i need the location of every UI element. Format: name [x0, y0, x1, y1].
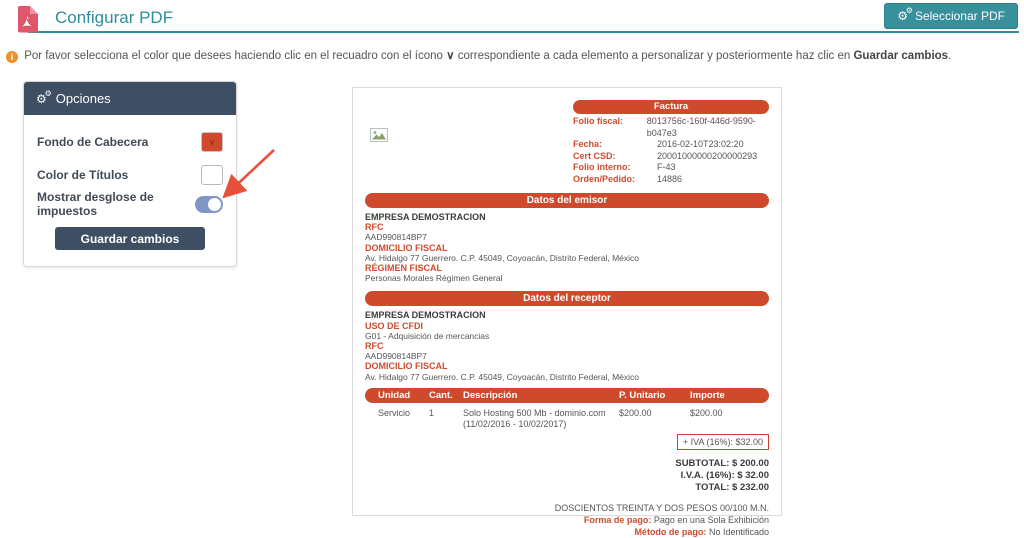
invoice-meta — [573, 116, 769, 185]
instructions-text: i Por favor selecciona el color que desees haciendo clic en el recuadro con el ícono ∨ correspondiente a cada elemento a personalizar y posteriormente haz clic en Guardar cambios. — [6, 48, 951, 63]
option-label: Mostrar desglose de impuestos — [37, 190, 154, 218]
items-table-row: Servicio 1 Solo Hosting 500 Mb - dominio.com (11/02/2016 - 10/02/2017) $200.00 $200.00 — [378, 407, 723, 429]
option-label: Color de Títulos — [37, 168, 129, 182]
amount-in-words: DOSCIENTOS TREINTA Y DOS PESOS 00/100 M.N. — [554, 502, 769, 513]
header-background-color-swatch[interactable] — [201, 132, 223, 152]
issuer-section-header: Datos del emisor — [365, 193, 769, 208]
meta-row: Fecha: 2016-02-10T23:02:20 — [573, 139, 744, 149]
receiver-company: EMPRESA DEMOSTRACION — [365, 310, 486, 321]
notice-after: correspondiente a cada elemento a personalizar y posteriormente haz clic en — [457, 50, 851, 62]
pdf-preview — [352, 87, 782, 537]
payment-form-line: Forma de pago: Pago en una Sola Exhibición — [583, 514, 769, 525]
issuer-section: EMPRESA DEMOSTRACION RFC AAD990814BP7 DOMICILIO FISCAL Av. Hidalgo 77 Guerrero. C.P. 45049, Coyoacán, Distrito Federal, México RÉGIMEN FISCAL Personas Morales Régimen General — [365, 212, 769, 283]
invoice-title-bar: Factura — [573, 100, 769, 114]
option-label: Fondo de Cabecera — [37, 135, 149, 149]
info-icon: i — [6, 51, 18, 63]
meta-row: Folio fiscal: 8013756c-160f-446d-9590-b047e3 — [573, 116, 756, 138]
cogs-icon: ⚙ ⚙ — [897, 6, 913, 23]
option-row-header-background — [37, 132, 223, 152]
payment-method-line: Método de pago: No Identificado — [634, 526, 769, 537]
select-pdf-button[interactable] — [884, 3, 1018, 29]
option-row-title-color — [37, 165, 223, 185]
notice-before: Por favor selecciona el color que desees haciendo clic en el recuadro con el ícono — [24, 50, 443, 62]
iva-line: I.V.A. (16%): $ 32.00 — [680, 469, 769, 481]
options-panel-header — [24, 82, 236, 115]
subtotal-line: SUBTOTAL: $ 200.00 — [675, 457, 769, 469]
totals-block — [365, 458, 769, 494]
save-changes-button[interactable]: Guardar cambios — [55, 227, 205, 250]
receiver-section-header: Datos del receptor — [365, 291, 769, 306]
tax-breakdown-highlight: + IVA (16%): $32.00 — [677, 434, 769, 450]
chevron-down-icon: ∨ — [446, 50, 455, 62]
header-divider — [28, 31, 1019, 33]
amount-in-words-block — [365, 502, 769, 538]
total-line: TOTAL: $ 232.00 — [695, 481, 769, 493]
broken-image-icon — [370, 128, 388, 147]
meta-row: Folio interno: F-43 — [573, 162, 676, 172]
option-row-tax-breakdown — [37, 190, 223, 218]
cogs-icon: ⚙ ⚙ — [36, 88, 52, 106]
issuer-company: EMPRESA DEMOSTRACION — [365, 212, 486, 222]
items-table-header: Unidad Cant. Descripción P. Unitario Importe — [365, 388, 769, 403]
page-title: Configurar PDF — [55, 8, 174, 27]
receiver-section: EMPRESA DEMOSTRACION USO DE CFDI G01 - Adquisición de mercancias RFC AAD990814BP7 DOMICILIO FISCAL Av. Hidalgo 77 Guerrero. C.P. 45049, Coyoacán, Distrito Federal, México — [365, 310, 769, 381]
show-tax-breakdown-toggle[interactable] — [195, 196, 223, 213]
meta-row: Orden/Pedido: 14886 — [573, 173, 683, 184]
title-color-swatch[interactable] — [201, 165, 223, 185]
options-panel-title: Opciones — [55, 91, 111, 106]
notice-bold-action: Guardar cambios — [853, 50, 949, 62]
chevron-down-icon: ∨ — [208, 137, 216, 147]
options-panel — [23, 81, 237, 267]
toggle-knob — [208, 198, 221, 211]
select-pdf-button-label: Seleccionar PDF — [914, 9, 1005, 23]
meta-row: Cert CSD: 20001000000200000293 — [573, 150, 758, 161]
pdf-file-icon — [16, 4, 40, 38]
